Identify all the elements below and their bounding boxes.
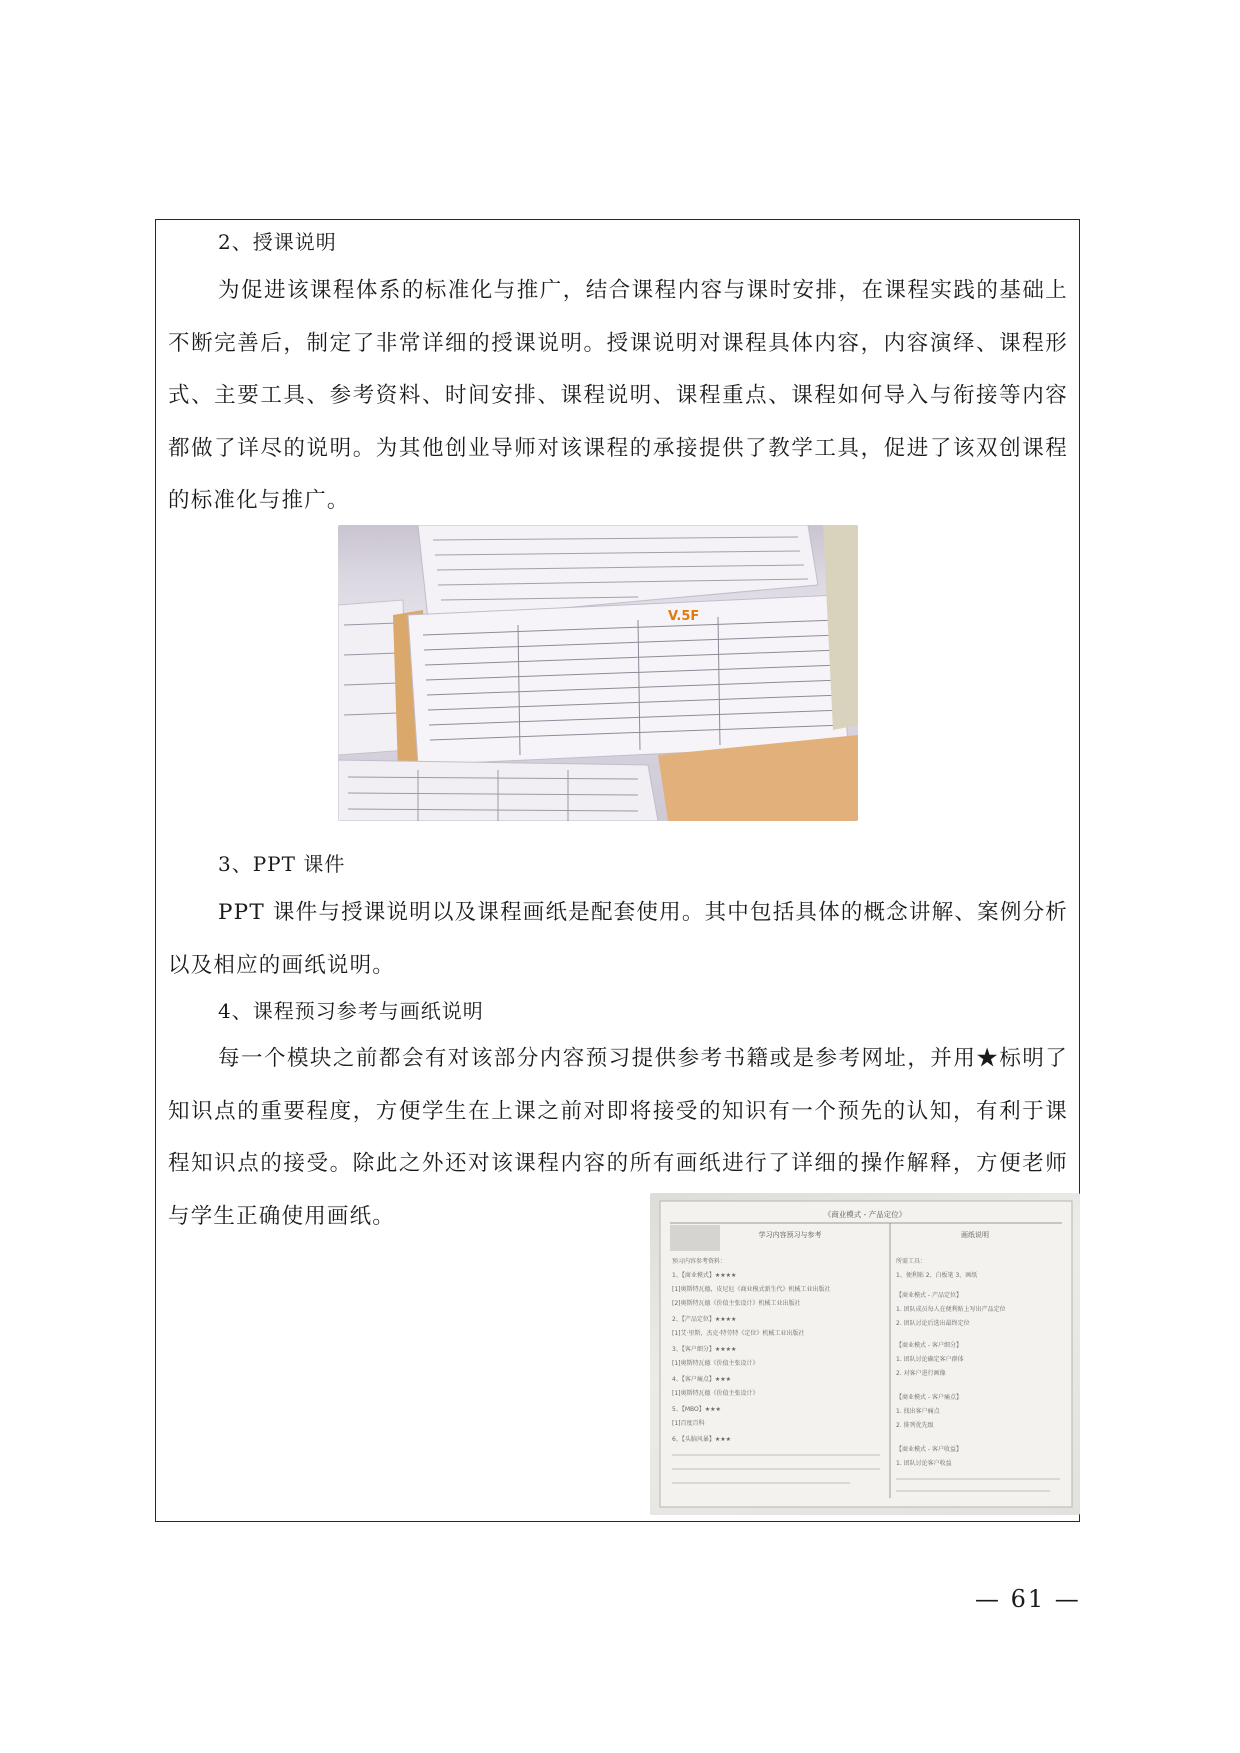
- sheet-line: [1]艾·里斯，杰克·特劳特《定位》机械工业出版社: [672, 1330, 805, 1337]
- sheet-line: 预习内容参考资料：: [672, 1258, 727, 1265]
- sheet-line: 1、【商业模式】★★★★: [672, 1272, 737, 1279]
- sheet-right-line: 1. 找出客户痛点: [896, 1408, 940, 1415]
- sheet-right-line: 1. 团队讨论客户收益: [896, 1460, 952, 1467]
- sheet-right-line: 【商业模式 - 产品定位】: [896, 1292, 962, 1299]
- stamp-text: V.5F: [668, 609, 700, 624]
- section3-heading: 3、PPT 课件: [218, 852, 346, 876]
- sheet-line: 5、【MBO】★★★: [672, 1406, 721, 1413]
- preview-sheet-photo: [650, 1193, 1080, 1515]
- sheet-line: [2]奥斯特瓦德《价值主张设计》机械工业出版社: [672, 1300, 801, 1307]
- sheet-right-line: 2. 对客户进行画像: [896, 1370, 946, 1377]
- section4-heading: 4、课程预习参考与画纸说明: [218, 999, 484, 1023]
- sheet-line: 3、【客户细分】★★★★: [672, 1346, 737, 1353]
- sheet-right-line: 2. 团队讨论后选出最终定位: [896, 1320, 970, 1327]
- sheet-line: [1]奥斯特瓦德，皮尼厄《商业模式新生代》机械工业出版社: [672, 1286, 831, 1293]
- sheet-right-line: 【商业模式 - 客户细分】: [896, 1342, 962, 1349]
- sheet-right-line: 1. 团队讨论确定客户群体: [896, 1356, 964, 1363]
- sheet-title: 《商业模式 - 产品定位》: [823, 1210, 907, 1219]
- sheet-line: [1]奥斯特瓦德《价值主张设计》: [672, 1390, 759, 1397]
- sheet-line: [1]百度百科: [672, 1420, 705, 1427]
- sheet-right-line: 【商业模式 - 客户痛点】: [896, 1394, 962, 1401]
- lesson-plan-photo: [338, 525, 858, 821]
- sheet-line: 2、【产品定位】★★★★: [672, 1316, 737, 1323]
- page-number: — 61 —: [975, 1585, 1081, 1613]
- sheet-right-line: 1. 团队成员每人在便利贴上写出产品定位: [896, 1306, 1006, 1313]
- sheet-left-header: 学习内容预习与参考: [758, 1231, 822, 1239]
- sheet-right-line: 【商业模式 - 客户收益】: [896, 1446, 962, 1453]
- section2-heading: 2、授课说明: [218, 230, 337, 254]
- section2-paragraph: 为促进该课程体系的标准化与推广，结合课程内容与课时安排，在课程实践的基础上不断完善后，制定了非常详细的授课说明。授课说明对课程具体内容，内容演绎、课程形式、主要工具、参考资料、时间安排、课程说明、课程重点、课程如何导入与衔接等内容都做了详尽的说明。为其他创业导师对该课程的承接提供了教学工具，促进了该双创课程的标准化与推广。: [168, 278, 1068, 513]
- sheet-line: [1]奥斯特瓦德《价值主张设计》: [672, 1360, 759, 1367]
- sheet-line: 6、【头脑风暴】★★★: [672, 1436, 731, 1443]
- sheet-right-header: 画纸说明: [961, 1231, 989, 1239]
- section4-paragraph: 每一个模块之前都会有对该部分内容预习提供参考书籍或是参考网址，并用★标明了知识点的重要程度，方便学生在上课之前对即将接受的知识有一个预先的认知，有利于课程知识点的接受。除此之外还对该课程内容的所有画纸进行了详细的操作解释，方便老师与学生正确使用画纸。: [168, 1046, 1068, 1229]
- sheet-right-line: 1、便利贴 2、白板笔 3、画纸: [896, 1272, 978, 1279]
- sheet-right-line: 2. 排列优先级: [896, 1422, 934, 1429]
- sheet-right-line: 所需工具：: [896, 1258, 927, 1265]
- sheet-line: 4、【客户痛点】★★★: [672, 1376, 731, 1383]
- section3-paragraph: PPT 课件与授课说明以及课程画纸是配套使用。其中包括具体的概念讲解、案例分析以及相应的画纸说明。: [168, 900, 1068, 978]
